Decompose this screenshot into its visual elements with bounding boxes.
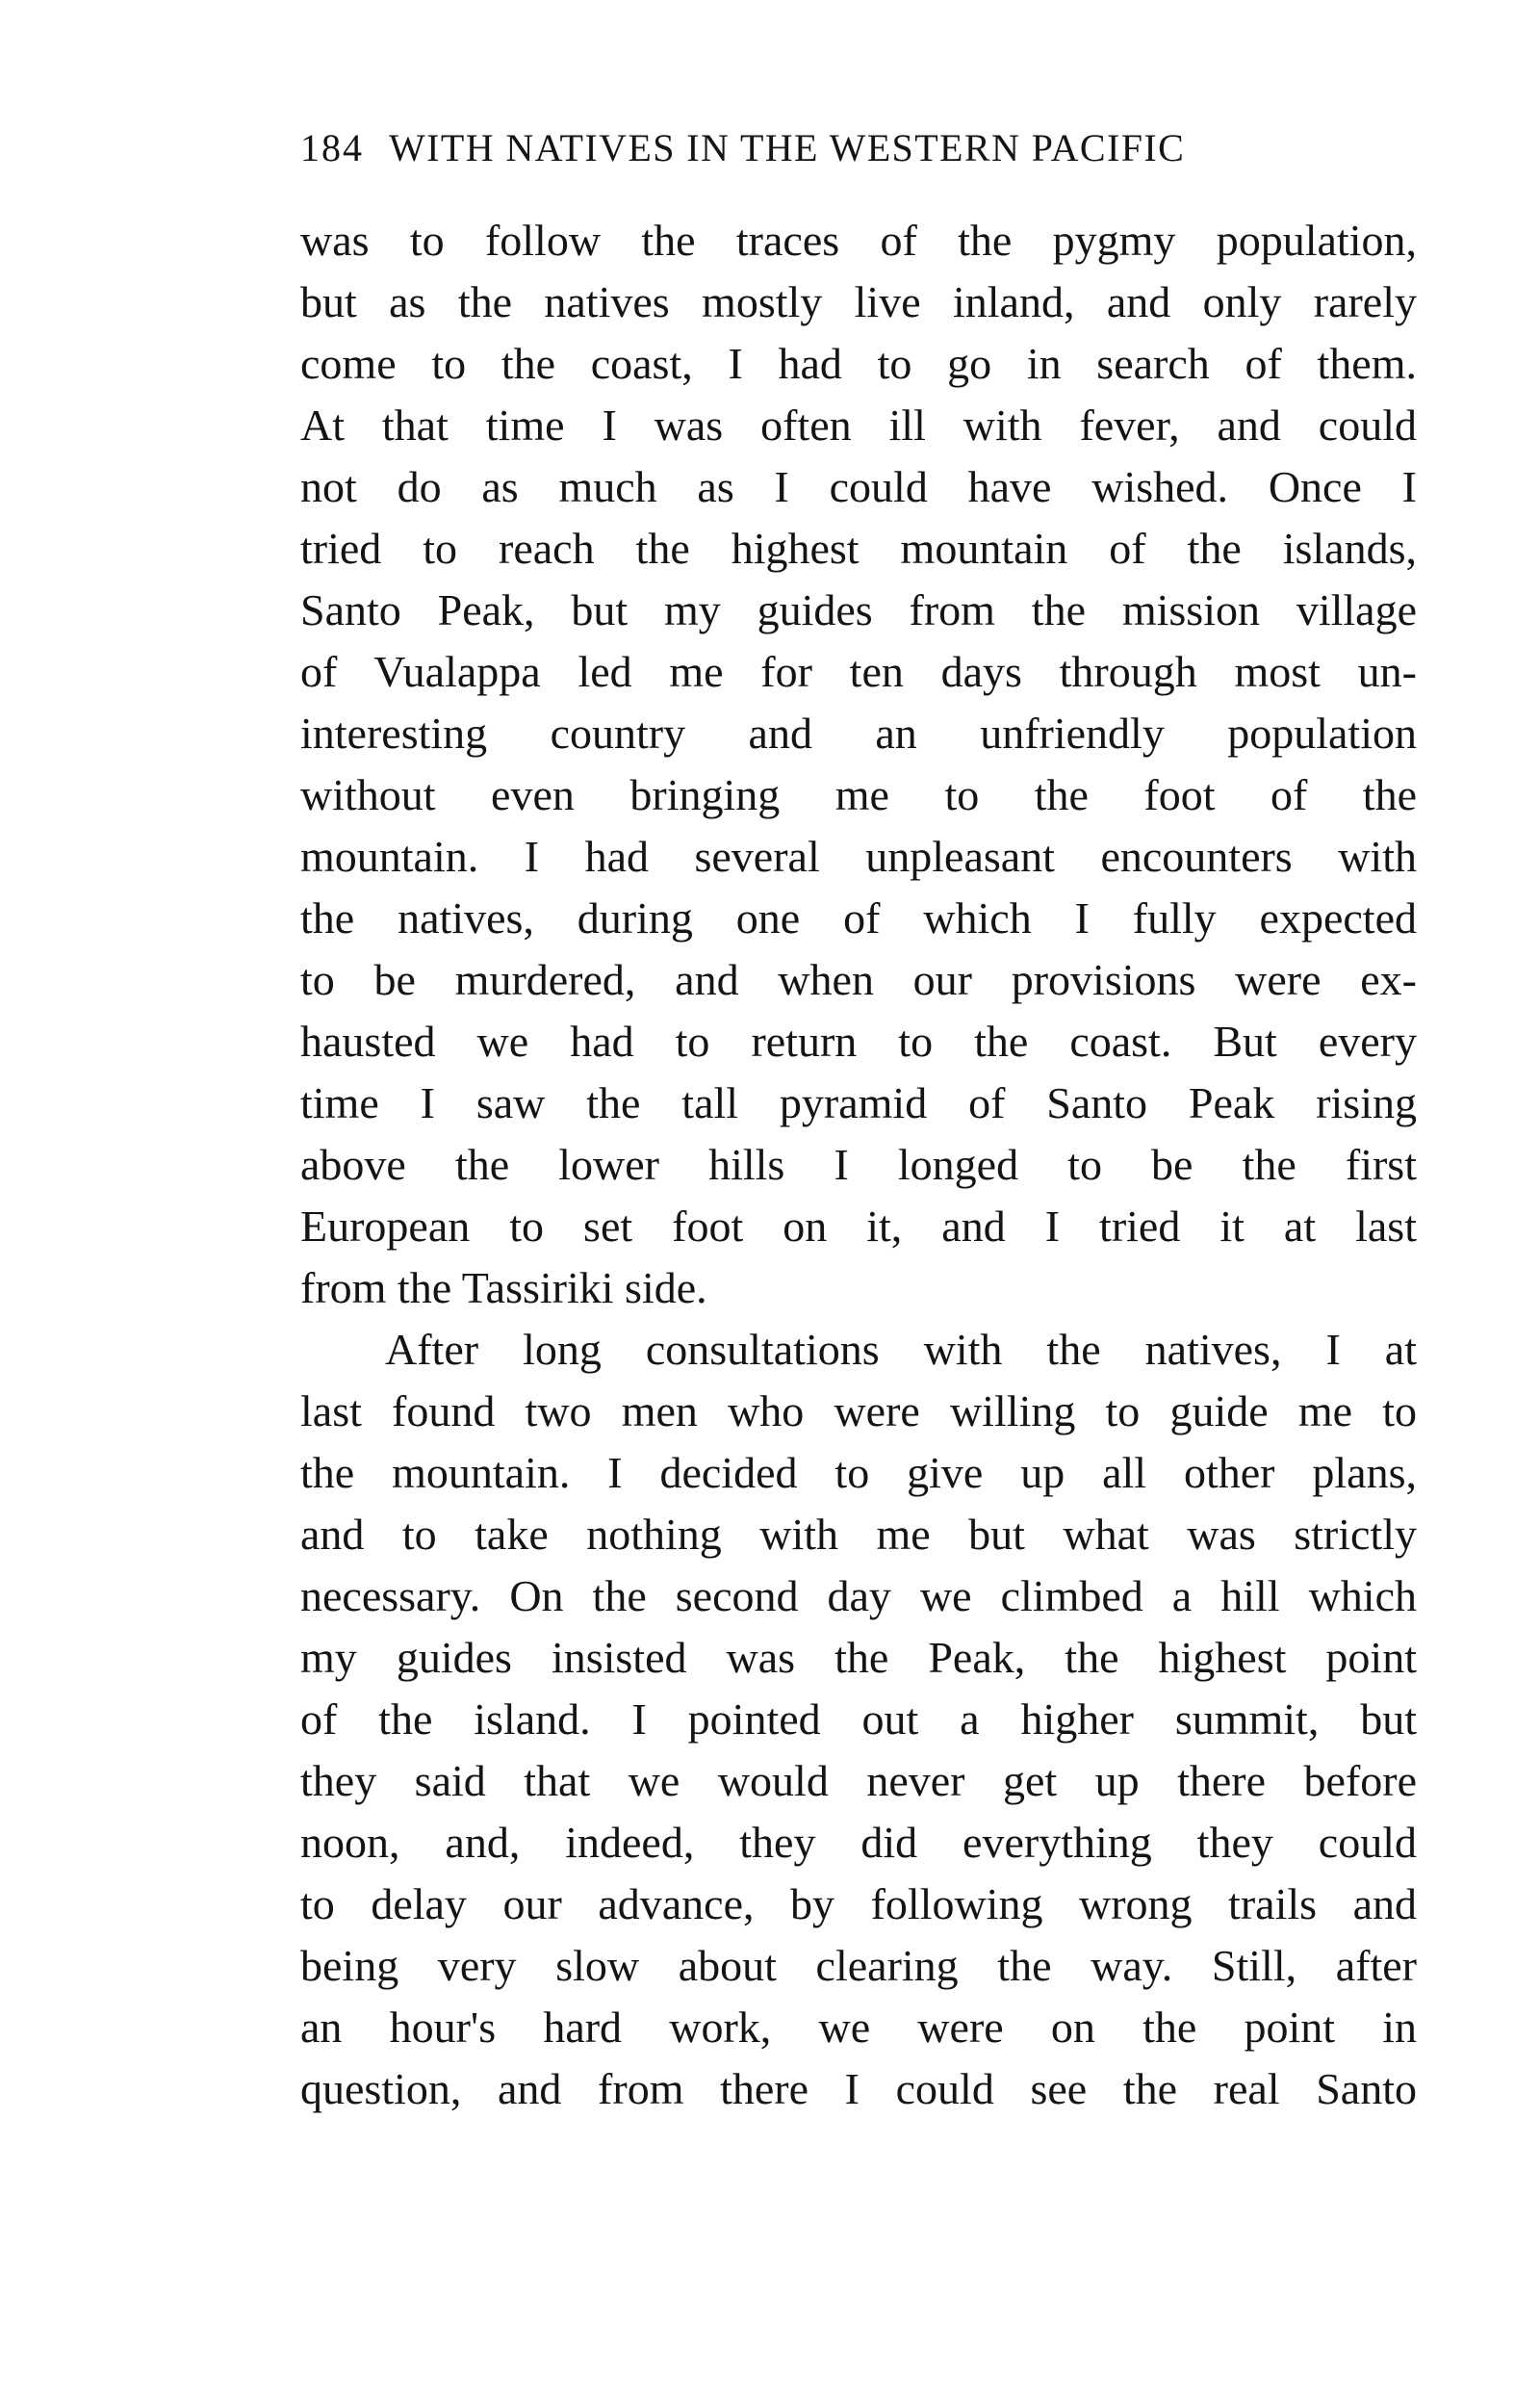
text-line: from the Tassiriki side. <box>300 1263 707 1312</box>
text-line: without even bringing me to the foot of the <box>300 770 1417 819</box>
text-line: mountain. I had several unpleasant encounters with <box>300 832 1417 881</box>
running-title: WITH NATIVES IN THE WESTERN PACIFIC <box>389 125 1186 169</box>
text-line: an hour's hard work, we were on the point in <box>300 2003 1417 2052</box>
text-line: of Vualappa led me for ten days through most un- <box>300 647 1417 696</box>
text-line: the mountain. I decided to give up all other plans, <box>300 1448 1417 1497</box>
text-line: being very slow about clearing the way. Still, after <box>300 1941 1417 1990</box>
text-line: time I saw the tall pyramid of Santo Peak rising <box>300 1078 1417 1127</box>
text-line: interesting country and an unfriendly population <box>300 709 1417 758</box>
text-line: European to set foot on it, and I tried it at last <box>300 1202 1417 1251</box>
text-line: of the island. I pointed out a higher summit, but <box>300 1694 1417 1744</box>
text-line: but as the natives mostly live inland, and only rarely <box>300 277 1417 326</box>
text-line: question, and from there I could see the real Santo <box>300 2064 1417 2113</box>
text-line: my guides insisted was the Peak, the highest point <box>300 1633 1417 1682</box>
text-line: the natives, during one of which I fully expected <box>300 893 1417 943</box>
text-line: Santo Peak, but my guides from the mission village <box>300 585 1417 634</box>
text-line: hausted we had to return to the coast. But every <box>300 1017 1417 1066</box>
text-line: not do as much as I could have wished. Once I <box>300 462 1417 511</box>
text-line: last found two men who were willing to guide me to <box>300 1386 1417 1435</box>
text-line: was to follow the traces of the pygmy population, <box>300 216 1417 265</box>
page-number: 184 <box>300 125 364 169</box>
text-line: they said that we would never get up there before <box>300 1756 1417 1805</box>
body-text <box>300 210 1417 2120</box>
text-line: and to take nothing with me but what was strictly <box>300 1510 1417 1559</box>
text-line: tried to reach the highest mountain of the islands, <box>300 524 1417 573</box>
text-line: noon, and, indeed, they did everything they could <box>300 1818 1417 1867</box>
text-line: necessary. On the second day we climbed a hill which <box>300 1571 1417 1620</box>
text-line: to be murdered, and when our provisions were ex- <box>300 955 1417 1004</box>
text-line: After long consultations with the natives, I at <box>385 1325 1417 1374</box>
text-line: above the lower hills I longed to be the first <box>300 1140 1417 1189</box>
running-head <box>300 114 1417 181</box>
text-line: At that time I was often ill with fever, and could <box>300 401 1417 450</box>
text-line: come to the coast, I had to go in search of them. <box>300 339 1417 388</box>
text-line: to delay our advance, by following wrong trails and <box>300 1879 1417 1928</box>
